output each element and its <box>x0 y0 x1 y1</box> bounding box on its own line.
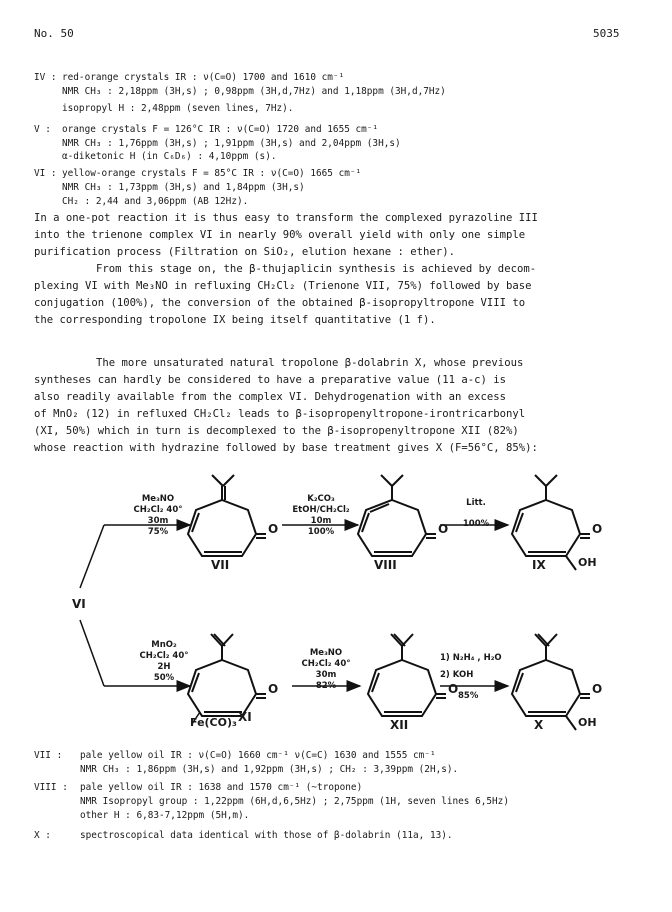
reagent: K₂CO₃ <box>307 494 335 504</box>
oxygen-label: O <box>592 522 603 536</box>
conditions-step-6 <box>440 653 520 702</box>
compound-label-viii: VIII <box>374 558 397 572</box>
hydroxyl-label: OH <box>578 556 597 569</box>
data-line: spectroscopical data identical with those of β-dolabrin (11a, 13). <box>80 830 453 841</box>
data-line: NMR CH₃ : 1,73ppm (3H,s) and 1,84ppm (3H,s) <box>62 182 305 193</box>
journal-issue: No. 50 <box>34 27 74 40</box>
compound-label: VIII : <box>34 782 68 793</box>
yield: 82% <box>315 681 337 691</box>
solvent: EtOH/CH₂Cl₂ <box>292 505 350 515</box>
compound-label: VII : <box>34 750 63 761</box>
text-line: (XI, 50%) which in turn is decomplexed to the β-isopropenyltropone XII (82%) <box>34 425 519 437</box>
text-line: of MnO₂ (12) in refluxed CH₂Cl₂ leads to β-isopropenyltropone-irontricarbonyl <box>34 408 526 420</box>
text-line: conjugation (100%), the conversion of the obtained β-isopropyltropone VIII to <box>34 297 526 309</box>
compound-label-vi: VI <box>72 597 86 611</box>
data-line: NMR Isopropyl group : 1,22ppm (6H,d,6,5Hz) ; 2,75ppm (1H, seven lines 6,5Hz) <box>80 796 509 807</box>
branch-line-bottom <box>80 620 104 686</box>
compound-label-x: X <box>534 718 544 732</box>
text-line: syntheses can hardly be considered to have a preparative value (11 a-c) is <box>34 374 506 386</box>
oxygen-label: O <box>592 682 603 696</box>
reagent: Litt. <box>466 498 486 508</box>
oxygen-label: O <box>268 682 279 696</box>
yield: 50% <box>153 673 175 683</box>
solvent: CH₂Cl₂ 40° <box>301 659 351 669</box>
text-line: plexing VI with Me₃NO in refluxing CH₂Cl₂ (Trienone VII, 75%) followed by base <box>34 280 532 292</box>
data-line: orange crystals F = 126°C IR : ν(C=O) 1720 and 1655 cm⁻¹ <box>62 124 379 135</box>
data-line: yellow-orange crystals F = 85°C IR : ν(C=O) 1665 cm⁻¹ <box>62 168 362 179</box>
conditions-step-3 <box>446 498 506 530</box>
solvent: CH₂Cl₂ 40° <box>133 505 183 515</box>
compound-label-xii: XII <box>390 718 409 732</box>
conditions-step-5 <box>286 648 366 692</box>
text-line: whose reaction with hydrazine followed by base treatment gives X (F=56°C, 85%): <box>34 442 538 454</box>
data-line: α-diketonic H (in C₆D₆) : 4,10ppm (s). <box>62 151 277 162</box>
data-line: isopropyl H : 2,48ppm (seven lines, 7Hz). <box>62 103 294 114</box>
time: 30m <box>147 516 169 526</box>
compound-label: V : <box>34 124 51 135</box>
text-line: The more unsaturated natural tropolone β-dolabrin X, whose previous <box>96 357 524 369</box>
text-line: the corresponding tropolone IX being itself quantitative (1 f). <box>34 314 436 326</box>
text-line: In a one-pot reaction it is thus easy to transform the complexed pyrazoline III <box>34 212 538 224</box>
text-line: From this stage on, the β-thujaplicin synthesis is achieved by decom- <box>96 263 537 275</box>
compound-label: VI : <box>34 168 57 179</box>
reagent: 1) N₂H₄ , H₂O <box>440 653 502 663</box>
data-line: CH₂ : 2,44 and 3,06ppm (AB 12Hz). <box>62 196 249 207</box>
data-line: NMR CH₃ : 2,18ppm (3H,s) ; 0,98ppm (3H,d,7Hz) and 1,18ppm (3H,d,7Hz) <box>62 86 446 97</box>
iron-tricarbonyl-label: Fe(CO)₃ <box>190 716 237 729</box>
compound-label-xi: XI <box>238 710 252 724</box>
reagent: MnO₂ <box>151 640 177 650</box>
yield: 75% <box>147 527 169 537</box>
branch-line-top <box>80 525 104 588</box>
yield: 100% <box>462 519 490 529</box>
page-number: 5035 <box>593 27 620 40</box>
time: 30m <box>315 670 337 680</box>
compound-label-vii: VII <box>211 558 230 572</box>
data-line: pale yellow oil IR : 1638 and 1570 cm⁻¹ (~tropone) <box>80 782 363 793</box>
yield: 100% <box>307 527 335 537</box>
structure-viii <box>358 475 436 556</box>
data-line: NMR CH₃ : 1,76ppm (3H,s) ; 1,91ppm (3H,s) and 2,04ppm (3H,s) <box>62 138 401 149</box>
text-line: purification process (Filtration on SiO₂, elution hexane : ether). <box>34 246 455 258</box>
paragraph-2 <box>34 261 536 329</box>
conditions-step-1 <box>118 494 198 538</box>
data-line: other H : 6,83-7,12ppm (5H,m). <box>80 810 250 821</box>
compound-label: X : <box>34 830 51 841</box>
text-line: also readily available from the complex VI. Dehydrogenation with an excess <box>34 391 506 403</box>
reagent: Me₃NO <box>141 494 175 504</box>
solvent: CH₂Cl₂ 40° <box>139 651 189 661</box>
reagent: Me₃NO <box>309 648 343 658</box>
structure-xii <box>368 634 446 716</box>
time: 10m <box>310 516 332 526</box>
conditions-step-2 <box>278 494 364 538</box>
paragraph-3 <box>34 355 538 457</box>
yield: 85% <box>458 691 479 701</box>
oxygen-label: O <box>268 522 279 536</box>
structure-vii <box>188 475 266 556</box>
data-line: NMR CH₃ : 1,86ppm (3H,s) and 1,92ppm (3H,s) ; CH₂ : 3,39ppm (2H,s). <box>80 764 459 775</box>
reagent: 2) KOH <box>440 670 474 680</box>
oxygen-label: O <box>438 522 449 536</box>
time: 2H <box>157 662 171 672</box>
hydroxyl-label: OH <box>578 716 597 729</box>
data-line: red-orange crystals IR : ν(C=O) 1700 and 1610 cm⁻¹ <box>62 72 345 83</box>
oxygen-label: O <box>448 682 459 696</box>
conditions-step-4 <box>124 640 204 684</box>
compound-label-ix: IX <box>532 558 546 572</box>
text-line: into the trienone complex VI in nearly 90% overall yield with only one simple <box>34 229 526 241</box>
data-line: pale yellow oil IR : ν(C=O) 1660 cm⁻¹ ν(C=C) 1630 and 1555 cm⁻¹ <box>80 750 436 761</box>
paragraph-1 <box>34 210 538 261</box>
compound-label: IV : <box>34 72 57 83</box>
